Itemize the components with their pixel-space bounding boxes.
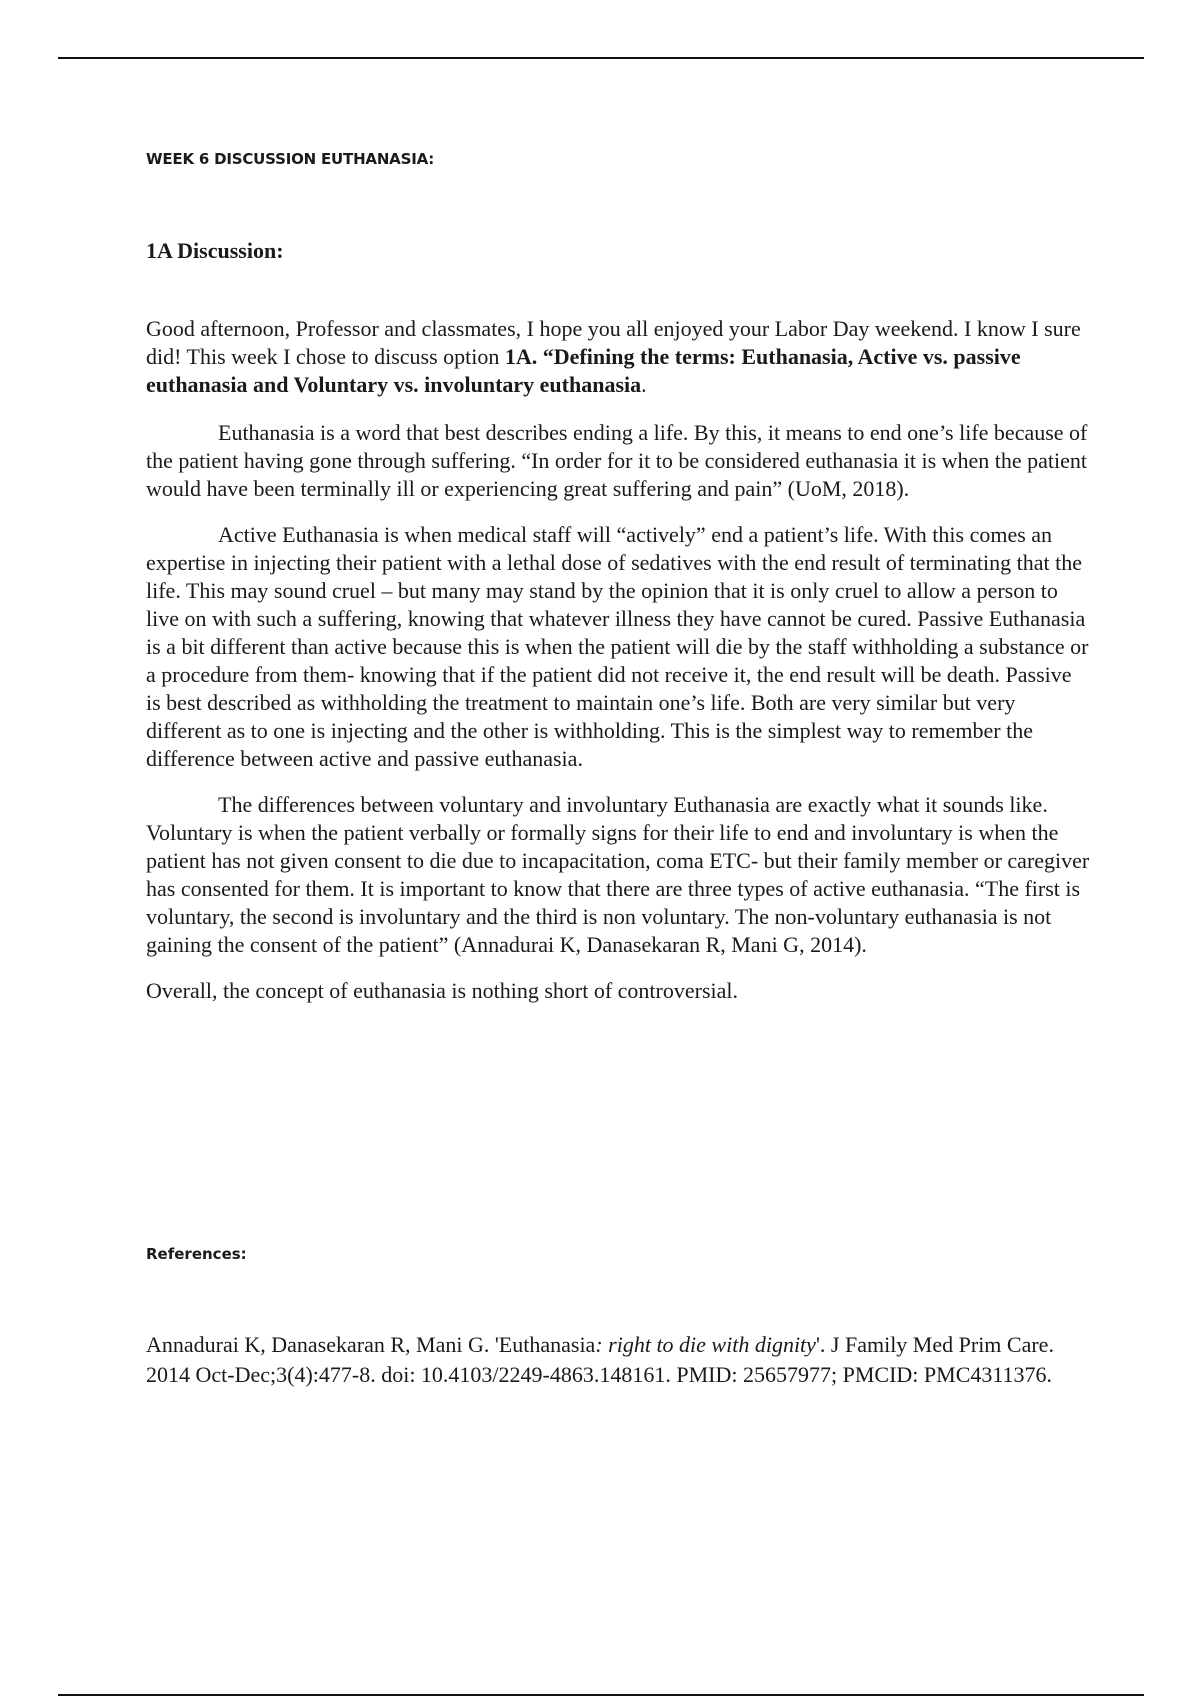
- top-rule: [58, 57, 1144, 59]
- paragraph-euthanasia-definition: Euthanasia is a word that best describes ending a life. By this, it means to end one’s life because of the patient having gone through suffering. “In order for it to be considered euthanasia it is when the patient would have been terminally ill or experiencing great suffering and pain” (UoM, 2018).: [146, 420, 1088, 501]
- intro-lead-text: Good afternoon, Professor and classmates, I hope you all enjoyed your Labor Day weekend. I know I sure did! This week I chose to discuss option: [146, 316, 1081, 369]
- paragraph-voluntary-involuntary: The differences between voluntary and involuntary Euthanasia are exactly what it sounds like. Voluntary is when the patient verbally or formally signs for their life to end and involuntary is when the patient has not given consent to die due to incapacitation, coma ETC- but their family member or caregiver has consented for them. It is important to know that there are three types of active euthanasia. “The first is voluntary, the second is involuntary and the third is non voluntary. The non-voluntary euthanasia is not gaining the consent of the patient” (Annadurai K, Danasekaran R, Mani G, 2014).: [146, 792, 1090, 957]
- discussion-body: [146, 315, 1090, 1023]
- paragraph-active-passive: Active Euthanasia is when medical staff will “actively” end a patient’s life. With this comes an expertise in injecting their patient with a lethal dose of sedatives with the end result of terminating that the life. This may sound cruel – but many may stand by the opinion that it is only cruel to allow a person to live on with such a suffering, knowing that whatever illness they have cannot be cured. Passive Euthanasia is a bit different than active because this is when the patient will die by the staff withholding a substance or a procedure from them- knowing that if the patient did not receive it, the end result will be death. Passive is best described as withholding the treatment to maintain one’s life. Both are very similar but very different as to one is injecting and the other is withholding. This is the simplest way to remember the difference between active and passive euthanasia.: [146, 522, 1089, 771]
- conclusion-paragraph: Overall, the concept of euthanasia is nothing short of controversial.: [146, 978, 738, 1003]
- intro-end-text: .: [641, 372, 647, 397]
- reference-title-italic: : right to die with dignity: [595, 1332, 816, 1357]
- references-heading: References:: [146, 1245, 247, 1263]
- document-title: WEEK 6 DISCUSSION EUTHANASIA:: [146, 150, 435, 168]
- bottom-rule: [58, 1694, 1144, 1696]
- reference-entry: [146, 1330, 1090, 1390]
- intro-paragraph: [146, 315, 1090, 399]
- reference-details: '. J Family Med Prim Care. 2014 Oct-Dec;3(4):477-8. doi: 10.4103/2249-4863.148161. PMID: 25657977; PMCID: PMC4311376.: [146, 1332, 1054, 1387]
- intro-bold-text: 1A. “Defining the terms: Euthanasia, Active vs. passive euthanasia and Voluntary vs. involuntary euthanasia: [146, 344, 1021, 397]
- section-heading: 1A Discussion:: [146, 238, 284, 263]
- reference-authors: Annadurai K, Danasekaran R, Mani G. 'Euthanasia: [146, 1332, 596, 1357]
